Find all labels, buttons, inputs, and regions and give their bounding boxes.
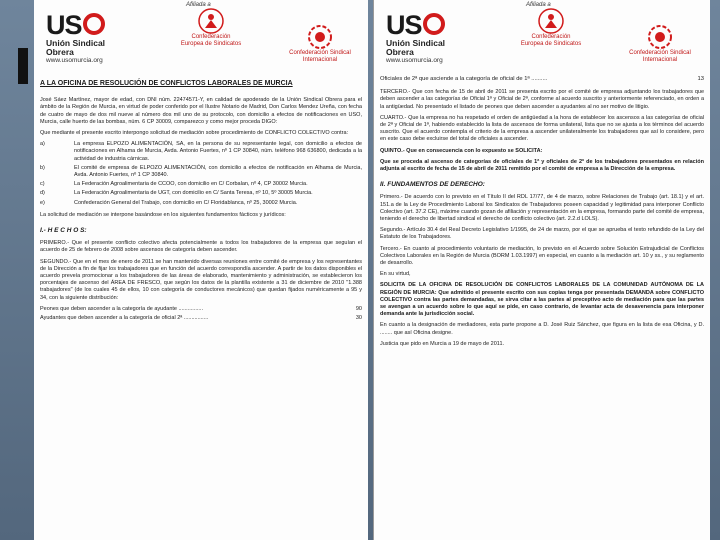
intro-paragraph: José Sáez Martínez, mayor de edad, con DNI núm. 22474571-Y, en calidad de apoderado de la Unión Sindical Obrera para el ámbito de la Región de Murcia, en virtud de poder conferido por el Ilustre Notario de Madrid, Don Carlos Mendez Ureña, con fecha de cuatro de mayo de dos mil nueve al número dos mil uno de su protocolo, con domicilio a efectos de notificaciones en USO, Murcia, calle huerto de las bombas, núm. 6 CP 30009, comparezco y como mejor proceda DIGO: xyxy=(40,97,362,125)
solicita-paragraph: SOLICITA DE LA OFICINA DE RESOLUCIÓN DE CONFLICTOS LABORALES DE LA COMUNIDAD AUTÓNOMA DE LA REGIÓN DE MURCIA: Que admitido el presente escrito con sus copias tenga por presentada DEMANDA sobre CONFLICTO COLECTIVO contra las partes demandadas, se sirva citar a las partes al preceptivo acto de mediación para que las partes se avengan a un acuerdo sobre lo que aquí se pide, en caso contrario, de levantar acta de desavenencia para interponer demanda ante la jurisdicción social. xyxy=(380,282,704,318)
cuarto-paragraph: CUARTO.- Que la empresa no ha respetado el orden de antigüedad a la hora de establecer los ascensos a las categorías de oficial de 2ª y Oficial de 1ª, habiendo establecido la lista de ascensos de forma unilateral, lista que no se ajusta a los términos del acuerdo suscrito. Que el acuerdo contempla el criterio de la empresa a ascender unilateralmente los trabajadores que así lo considere, pero en este caso debe excluirse del total de oficiales a ascender. xyxy=(380,114,704,143)
parties-list xyxy=(40,141,362,207)
uso-logo: US Unión Sindical Obrera www.usomurcia.org xyxy=(386,10,446,64)
hechos-heading: I.- H E C H O S: xyxy=(40,227,87,235)
count-row: Peones que deben ascender a la categoría de ayudante ................ 90 xyxy=(40,305,362,312)
segundo-paragraph: SEGUNDO.- Que en el mes de enero de 2011 se han mantenido diversas reuniones entre comité de empresa y los representantes de la Dirección a fin de fijar los trabajadores que en función del acuerdo correspondía ascender. A partir de los datos disponibles el acuerdo preveía promocionar a los trabajadores de las áreas de elaborado, mantenimiento y administración, se establecieron los porcentajes de ascenso del ÁREA DE FRESCO, que según los datos de la plantilla existente a 31 de diciembre de 2010 "1.388 trabajadores" (de los cuales 45 de ellos, 10 con categoría de conductores mecánicos) que quedan fijados numéricamente a 95 y 34, con la siguiente distribución: xyxy=(40,258,362,301)
list-item: a) La empresa ELPOZO ALIMENTACIÓN, SA, en la persona de su representante legal, con domicilio a efectos de notificaciones en Alhama de Murcia, Avda. Antonio Fuertes, nº 1 CP 30840, núm. teléfono 968 636800, dedicada a la actividad de industria cárnicas. xyxy=(40,141,362,162)
decorative-block xyxy=(18,48,28,84)
quinto-request: Que se proceda al ascenso de categorías de oficiales de 1ª y oficiales de 2ª de los trabajadores presentados en relación adjunta al escrito de fecha de 15 de abril de 2011 remitido por el comité de empresa a la Dirección de la empresa. xyxy=(380,158,704,173)
mediadores-paragraph: En cuanto a la designación de mediadores, esta parte propone a D. José Ruiz Sánchez, que figura en la lista de esa Oficina, y D. ........ que así Oficina designe. xyxy=(380,322,704,336)
list-item: d) La Federación Agroalimentaria de UGT, con domicilio en C/ Santa Teresa, nº 10, 5º 30005 Murcia. xyxy=(40,190,313,197)
ces-emblem-icon xyxy=(538,8,564,34)
document-title: A LA OFICINA DE RESOLUCIÓN DE CONFLICTOS LABORALES DE MURCIA xyxy=(40,80,293,87)
page-2-body xyxy=(380,76,704,540)
quinto-paragraph: QUINTO.- Que en consecuencia con lo expuesto se SOLICITA: xyxy=(380,147,543,154)
ces-logo: Confederación Europea de Sindicatos xyxy=(180,8,242,48)
fundamentos-heading: II. FUNDAMENTOS DE DERECHO: xyxy=(380,181,485,189)
letterhead xyxy=(34,0,368,76)
ces-emblem-icon xyxy=(198,8,224,34)
document-page-2 xyxy=(373,0,710,540)
fundamento-tercero: Tercero.- En cuanto al procedimiento voluntario de mediación, lo previsto en el Acuerdo sobre Solución Extrajudicial de Conflictos Colectivos Laborales en la Región de Murcia (BORM 1.03.1997) en especial, en cuanto a la mediación art. 10 y ss., y su reglamento de desarrollo. xyxy=(380,245,704,267)
list-item: c) La Federación Agroalimentaria de CCOO, con domicilio en C/ Corbalan, nº 4, CP 30002 Murcia. xyxy=(40,181,308,188)
ces-logo: Confederación Europea de Sindicatos xyxy=(520,8,582,48)
affiliation-label: Afiliada a xyxy=(186,2,211,8)
csi-logo: Confederación Sindical Internacional xyxy=(620,24,700,64)
fundamento-primero: Primero.- De acuerdo con lo previsto en el Título II del RDL 17/77, de 4 de marzo, sobre Relaciones de Trabajo (art. 18.1) y el art. 151.a de la Ley de Procedimiento Laboral los Sindicatos de Trabajadores poseen capacidad y legitimidad para interponer Conflicto Colectivo (art. 37.2 CE), máxime cuando gozan de afiliación y representación en la empresa, formando parte del comité de empresa, teniendo el derecho de libertad sindical el derecho de conflicto colectivo (art. 2.2.d LOLS). xyxy=(380,194,704,223)
count-row: Oficiales de 2ª que asciende a la categoría de oficial de 1ª .......... 13 xyxy=(380,76,704,82)
fundamento-segundo: Segundo.- Artículo 30.4 del Real Decreto Legislativo 1/1995, de 24 de marzo, por el que se aprueba el texto refundido de la Ley del Estatuto de los Trabajadores. xyxy=(380,227,704,241)
affiliation-label: Afiliada a xyxy=(526,2,551,8)
list-item: b) El comité de empresa de ELPOZO ALIMENTACIÓN, con domicilio a efectos de notificación en Alhama de Murcia, Avda. Antonio Fuertes, nº 1 CP 30840. xyxy=(40,164,362,179)
tercero-paragraph: TERCERO.- Que con fecha de 15 de abril de 2011 se presenta escrito por el comité de empresa adjuntando los trabajadores que deben ascender a las categorías de Oficial 1ª y Oficial de 2ª, conforme al acuerdo suscrito y anteriormente referenciado, en orden a la antigüedad. No presentado el listado de peones que deben ascender a ayudantes al no ser motivo de litigio. xyxy=(380,89,704,110)
primero-paragraph: PRIMERO.- Que el presente conflicto colectivo afecta potencialmente a todos los trabajadores de la empresa que seguían el acuerdo de 25 de febrero de 2008 sobre ascensos de categoría deben ascender. xyxy=(40,240,362,254)
virtud-line: En su virtud, xyxy=(380,271,411,278)
signature-line: Justicia que pido en Murcia a 19 de mayo de 2011. xyxy=(380,340,505,347)
csi-emblem-icon xyxy=(645,24,675,50)
uso-logo: US Unión Sindical Obrera www.usomurcia.org xyxy=(46,10,106,64)
document-page-1 xyxy=(34,0,368,540)
list-item: e) Confederación General del Trabajo, con domicilio en C/ Floridablanca, nº 25, 30002 Murcia. xyxy=(40,199,298,206)
csi-emblem-icon xyxy=(305,24,335,50)
csi-logo: Confederación Sindical Internacional xyxy=(280,24,360,64)
letterhead xyxy=(374,0,710,76)
request-paragraph: Que mediante el presente escrito interpongo solicitud de mediación sobre procedimiento de CONFLICTO COLECTIVO contra: xyxy=(40,130,349,137)
basis-paragraph: La solicitud de mediación se interpone basándose en los siguientes fundamentos fácticos y jurídicos: xyxy=(40,211,286,218)
count-row: Ayudantes que deben ascender a la categoría de oficial 2ª ................ 30 xyxy=(40,315,362,322)
page-1-body xyxy=(40,80,362,540)
